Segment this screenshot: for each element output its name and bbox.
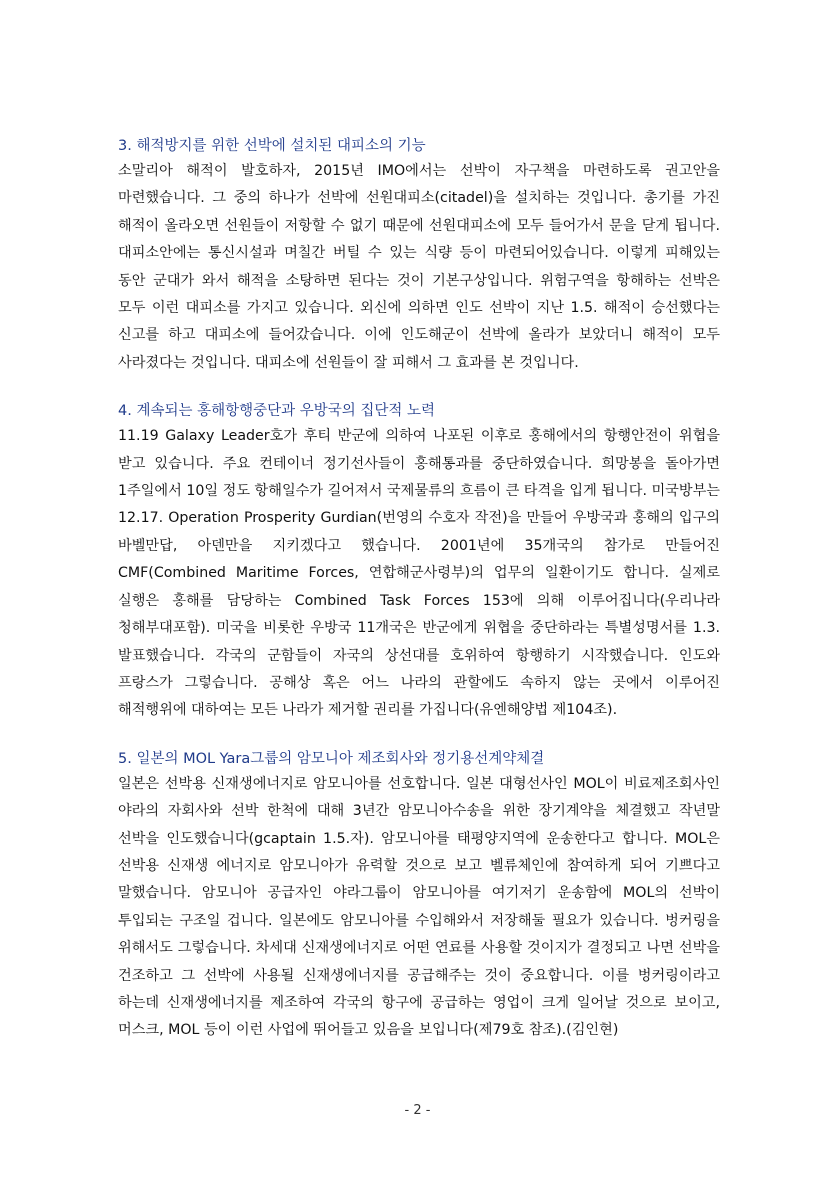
section-body: 일본은 선박용 신재생에너지로 암모니아를 선호합니다. 일본 대형선사인 MOL이 비료제조회사인 야라의 자회사와 선박 한척에 대해 3년간 암모니아수송을 위한 장기계약을 체결했고 작년말 선박을 인도했습니다(gcaptain 1.5.자). 암모니아를 태평양지역에 운송한다고 합니다. MOL은 선박용 신재생 에너지로 암모니아가 유력할 것으로 보고 벨류체인에 참여하게 되어 기쁘다고 말했습니다. 암모니아 공급자인 야라그룹이 암모니아를 여기저기 운송함에 MOL의 선박이 투입되는 구조일 겁니다. 일본에도 암모니아를 수입해와서 저장해둘 필요가 있습니다. 벙커링을 위해서도 그렇습니다. 차세대 신재생에너지로 어떤 연료를 사용할 것이지가 결정되고 나면 선박을 건조하고 그 선박에 사용될 신재생에너지를 공급해주는 것이 중요합니다. 이를 벙커링이라고 하는데 신재생에너지를 제조하여 각국의 항구에 공급하는 영업이 크게 일어날 것으로 보이고, 머스크, MOL 등이 이런 사업에 뛰어들고 있음을 보입니다(제79호 참조).(김인현) (118, 775, 720, 1039)
section-title: 5. 일본의 MOL Yara그룹의 암모니아 제조회사와 정기용선계약체결 (118, 750, 545, 767)
section-body: 11.19 Galaxy Leader호가 후티 반군에 의하여 나포된 이후로 홍해에서의 항행안전이 위협을 받고 있습니다. 주요 컨테이너 정기선사들이 홍해통과를 중단하였습니다. 희망봉을 돌아가면 1주일에서 10일 정도 항해일수가 길어져서 국제물류의 흐름이 큰 타격을 입게 됩니다. 미국방부는 12.17. Operation Prosperity Gurdian(번영의 수호자 작전)을 만들어 우방국과 홍해의 입구의 바벨만답, 아덴만을 지키겠다고 했습니다. 2001년에 35개국의 참가로 만들어진 CMF(Combined Maritime Forces, 연합해군사령부)의 업무의 일환이기도 합니다. 실제로 실행은 홍해를 담당하는 Combined Task Forces 153에 의해 이루어집니다(우리나라 청해부대포함). 미국을 비롯한 우방국 11개국은 반군에게 위협을 중단하라는 특별성명서를 1.3. 발표했습니다. 각국의 군함들이 자국의 상선대를 호위하여 항행하기 시작했습니다. 인도와 프랑스가 그렇습니다. 공해상 혹은 어느 나라의 관할에도 속하지 않는 곳에서 이루어진 해적행위에 대하여는 모든 나라가 제거할 권리를 가집니다(유엔해양법 제104조). (118, 428, 720, 719)
section-mol-yara (118, 747, 720, 1045)
page-number: - 2 - (404, 1103, 431, 1118)
section-citadel (118, 134, 720, 377)
section-red-sea (118, 399, 720, 724)
section-title: 3. 해적방지를 위한 선박에 설치된 대피소의 기능 (118, 138, 426, 154)
section-body: 소말리아 해적이 발호하자, 2015년 IMO에서는 선박이 자구책을 마련하도록 권고안을 마련했습니다. 그 중의 하나가 선박에 선원대피소(citadel)을 설치하는 것입니다. 총기를 가진 해적이 올라오면 선원들이 저항할 수 없기 때문에 선원대피소에 모두 들어가서 문을 닫게 됩니다. 대피소안에는 통신시설과 며칠간 버틸 수 있는 식량 등이 마련되어있습니다. 이렇게 피해있는 동안 군대가 와서 해적을 소탕하면 된다는 것이 기본구상입니다. 위험구역을 항해하는 선박은 모두 이런 대피소를 가지고 있습니다. 외신에 의하면 인도 선박이 지난 1.5. 해적이 승선했다는 신고를 하고 대피소에 들어갔습니다. 이에 인도해군이 선박에 올라가 보았더니 해적이 모두 사라졌다는 것입니다. 대피소에 선원들이 잘 피해서 그 효과를 본 것입니다. (118, 163, 720, 371)
page-content (118, 134, 720, 1067)
section-title: 4. 계속되는 홍해항행중단과 우방국의 집단적 노력 (118, 403, 436, 420)
